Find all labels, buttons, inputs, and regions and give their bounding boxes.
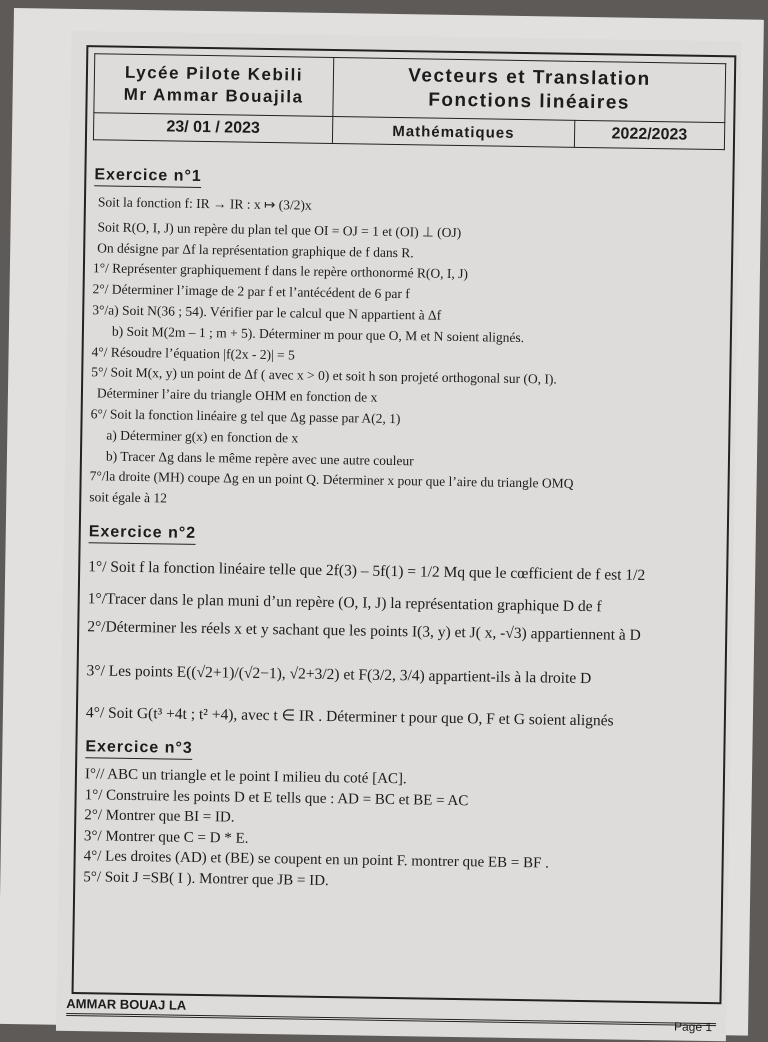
teacher-name: Mr Ammar Bouajila (123, 84, 304, 107)
school-name: Lycée Pilote Kebili (124, 62, 304, 85)
exercise-3 (83, 737, 715, 897)
exercise-2-line: 1°/ Soit f la fonction linéaire telle que 2f(3) – 5f(1) = 1/2 Mq que le cœfficient de f est 1/2 (88, 558, 646, 584)
page-number: Page 1 (673, 1019, 713, 1035)
exercise-1-line: Soit la fonction f: IR → IR : x ↦ (3/2)x (97, 194, 312, 213)
exercise-1-line: 7°/la droite (MH) coupe Δg en un point Q. Déterminer x pour que l’aire du triangle OMQ (89, 468, 574, 492)
exercise-3-line: I°// ABC un triangle et le point I milieu du coté [AC]. (84, 766, 407, 788)
exercises (83, 165, 724, 897)
exercise-1-line: 3°/a) Soit N(36 ; 54). Vérifier par le calcul que N appartient à Δf (92, 302, 442, 323)
exercise-2-line: 3°/ Les points E((√2+1)/(√2−1), √2+3/2) et F(3/2, 3/4) appartient-ils à la droite D (86, 662, 592, 688)
exercise-3-line: 4°/ Les droites (AD) et (BE) se coupent en un point F. montrer que EB = BF . (83, 848, 550, 872)
exercise-3-line: 5°/ Soit J =SB( I ). Montrer que JB = ID. (83, 869, 329, 889)
exercise-3-title: Exercice n°3 (85, 737, 193, 760)
exercise-2-line: 2°/Déterminer les réels x et y sachant que les points I(3, y) et J( x, -√3) appartiennent à D (87, 618, 641, 644)
header-topic-cell (333, 58, 726, 123)
exercise-3-line: 2°/ Montrer que BI = ID. (84, 807, 235, 826)
exercise-1-line: 1°/ Représenter graphiquement f dans le repère orthonormé R(O, I, J) (92, 260, 469, 282)
page (56, 31, 742, 1041)
header-school-cell (94, 54, 334, 117)
exercise-1-line: 6°/ Soit la fonction linéaire g tel que Δg passe par A(2, 1) (90, 406, 401, 427)
topic-line-1: Vecteurs et Translation (408, 65, 651, 91)
exercise-1-title: Exercice n°1 (94, 165, 202, 188)
exercise-1-line: On désigne par Δf la représentation graphique de f dans R. (97, 239, 414, 260)
exercise-3-line: 1°/ Construire les points D et E tells que : AD = BC et BE = AC (84, 786, 469, 809)
exercise-1-line: Soit R(O, I, J) un repère du plan tel que OI = OJ = 1 et (OI) ⊥ (OJ) (97, 219, 462, 240)
exercise-1-line: 2°/ Déterminer l’image de 2 par f et l’antécédent de 6 par f (92, 281, 410, 302)
subject: Mathématiques (332, 117, 574, 148)
date: 23/ 01 / 2023 (93, 113, 332, 144)
paper-sheet (0, 8, 764, 1036)
exercise-2-title: Exercice n°2 (89, 522, 197, 545)
exercise-1-line: b) Tracer Δg dans le même repère avec une autre couleur (105, 448, 414, 468)
exercise-1-line: 5°/ Soit M(x, y) un point de Δf ( avec x > 0) et soit h son projeté orthogonal sur (O, I). (91, 364, 557, 387)
exercise-1-line: soit égale à 12 (89, 489, 168, 506)
exercise-3-line: 3°/ Montrer que C = D * E. (83, 827, 249, 847)
exercise-1 (89, 165, 724, 518)
school-year: 2022/2023 (574, 120, 725, 149)
exercise-1-line: Déterminer l’aire du triangle OHM en fonction de x (96, 385, 378, 405)
footer-author: AMMAR BOUAJ LA (66, 995, 187, 1013)
exercise-2-line: 1°/Tracer dans le plan muni d’un repère (O, I, J) la représentation graphique D de f (87, 590, 602, 616)
exercise-2 (86, 522, 719, 733)
header-table (93, 53, 726, 150)
exercise-1-line: 4°/ Résoudre l’équation |f(2x - 2)| = 5 (91, 343, 295, 363)
exercise-1-line: b) Soit M(2m – 1 ; m + 5). Déterminer m pour que O, M et N soient alignés. (111, 323, 525, 345)
topic-line-2: Fonctions linéaires (428, 89, 631, 114)
document-frame (72, 45, 737, 1004)
exercise-1-line: a) Déterminer g(x) en fonction de x (106, 427, 299, 446)
exercise-2-line: 4°/ Soit G(t³ +4t ; t² +4), avec t ∈ IR . Déterminer t pour que O, F et G soient alignés (85, 704, 614, 730)
